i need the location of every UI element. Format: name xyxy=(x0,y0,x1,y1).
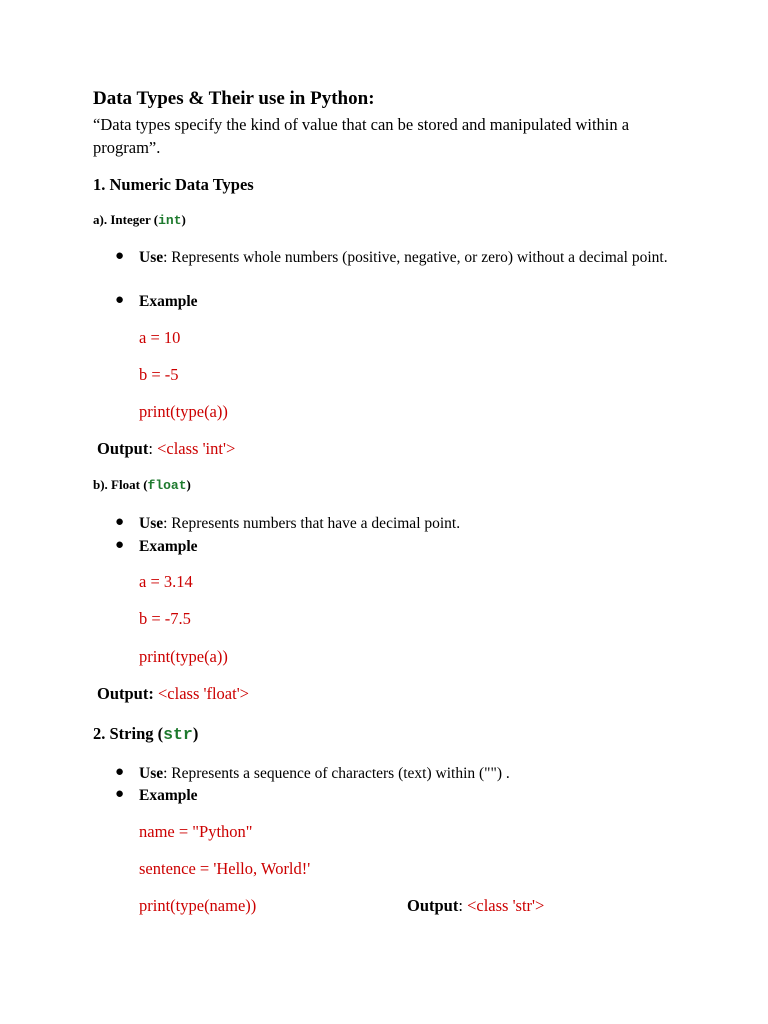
float-use-item: Use: Represents numbers that have a decimal point. xyxy=(139,515,461,532)
bullet-icon: ● xyxy=(115,786,125,802)
bullet-icon: ● xyxy=(115,248,125,264)
integer-output: Output: <class 'int'> xyxy=(97,439,236,458)
subheading-float: b). Float (float) xyxy=(93,477,191,493)
code-line: print(type(name)) xyxy=(139,896,257,915)
code-line: name = "Python" xyxy=(139,822,253,841)
string-use-item: Use: Represents a sequence of characters (text) within ("") . xyxy=(139,765,510,782)
integer-use-item: Use: Represents whole numbers (positive, negative, or zero) without a decimal point. xyxy=(139,249,668,266)
code-line: print(type(a)) xyxy=(139,647,228,666)
section-heading-numeric: 1. Numeric Data Types xyxy=(93,175,254,194)
keyword-str: str xyxy=(163,725,193,744)
code-line: sentence = 'Hello, World!' xyxy=(139,859,311,878)
code-line: print(type(a)) xyxy=(139,402,228,421)
bullet-icon: ● xyxy=(115,292,125,308)
float-output: Output: <class 'float'> xyxy=(97,684,249,703)
page-title: Data Types & Their use in Python: xyxy=(93,88,375,109)
intro-paragraph: “Data types specify the kind of value that can be stored and manipulated within a program”. xyxy=(93,115,630,157)
integer-example-label: Example xyxy=(139,293,198,310)
code-line: b = -7.5 xyxy=(139,609,191,628)
keyword-int: int xyxy=(158,213,182,228)
subheading-integer: a). Integer (int) xyxy=(93,212,186,228)
bullet-icon: ● xyxy=(115,514,125,530)
code-line: b = -5 xyxy=(139,365,179,384)
string-example-label: Example xyxy=(139,787,198,804)
string-output: Output: <class 'str'> xyxy=(407,896,545,915)
float-example-label: Example xyxy=(139,538,198,555)
bullet-icon: ● xyxy=(115,764,125,780)
code-line: a = 10 xyxy=(139,328,181,347)
bullet-icon: ● xyxy=(115,537,125,553)
code-line: a = 3.14 xyxy=(139,572,193,591)
section-heading-string: 2. String (str) xyxy=(93,724,199,744)
keyword-float: float xyxy=(147,478,187,493)
